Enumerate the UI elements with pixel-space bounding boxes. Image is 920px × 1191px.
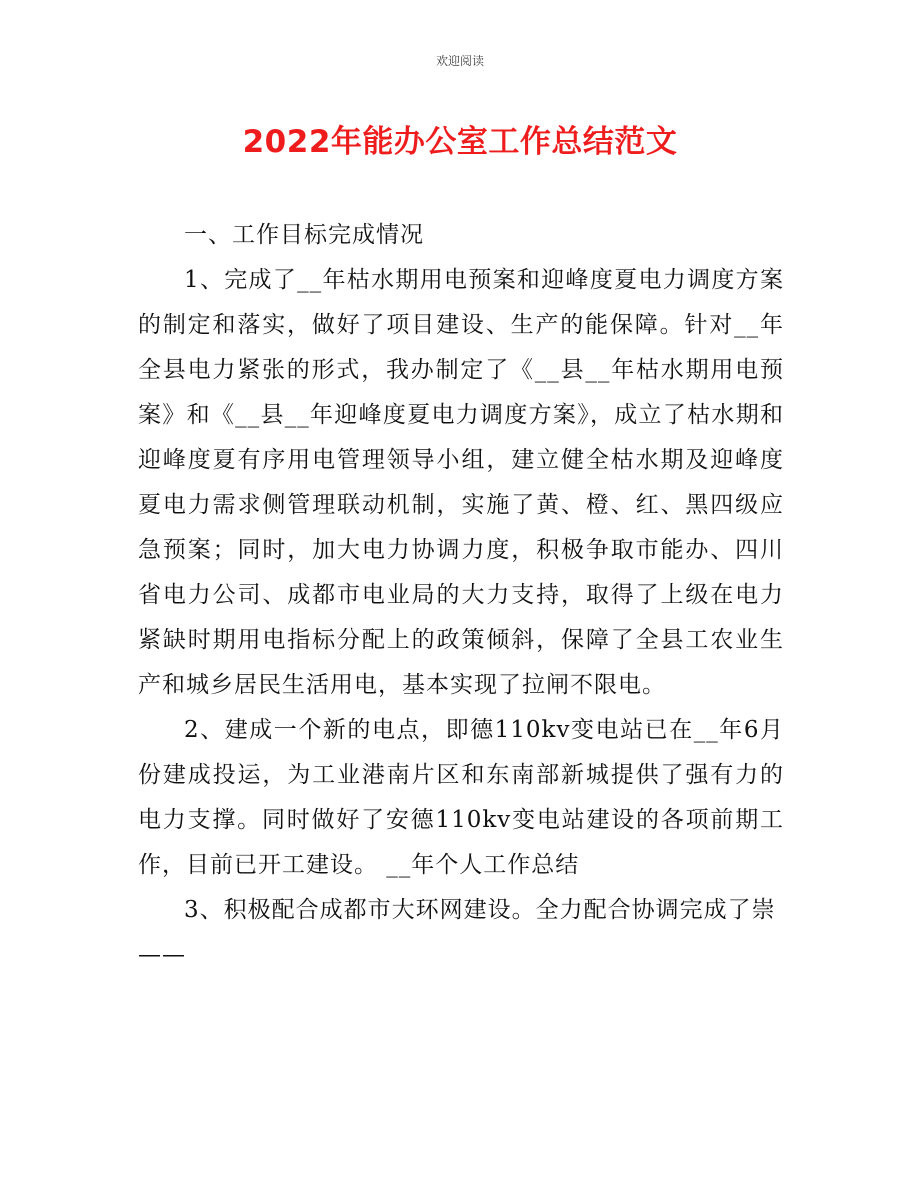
paragraph-3: 3、积极配合成都市大环网建设。全力配合协调完成了崇 <box>184 897 776 923</box>
paragraph-2: 2、建成一个新的电点，即德110kv变电站已在__年6月份建成投运，为工业港南片区和东南部新城提供了强有力的电力支撑。同时做好了安德110kv变电站建设的各项前期工作，目前已开工建设。 __年个人工作总结 <box>138 717 784 878</box>
paragraph-1: 1、完成了__年枯水期用电预案和迎峰度夏电力调度方案的制定和落实，做好了项目建设、生产的能保障。针对__年全县电力紧张的形式，我办制定了《__县__年枯水期用电预案》和《__县__年迎峰度夏电力调度方案》，成立了枯水期和迎峰度夏有序用电管理领导小组，建立健全枯水期及迎峰度夏电力需求侧管理联动机制，实施了黄、橙、红、黑四级应急预案；同时，加大电力协调力度，积极争取市能办、四川省电力公司、成都市电业局的大力支持，取得了上级在电力紧缺时期用电指标分配上的政策倾斜，保障了全县工农业生产和城乡居民生活用电，基本实现了拉闸不限电。 <box>138 267 784 698</box>
section-heading: 一、工作目标完成情况 <box>184 222 424 248</box>
document-body <box>138 213 784 978</box>
trailing-dash: —— <box>138 942 186 968</box>
document-title: 2022年能办公室工作总结范文 <box>242 124 678 160</box>
header-note: 欢迎阅读 <box>435 54 484 68</box>
